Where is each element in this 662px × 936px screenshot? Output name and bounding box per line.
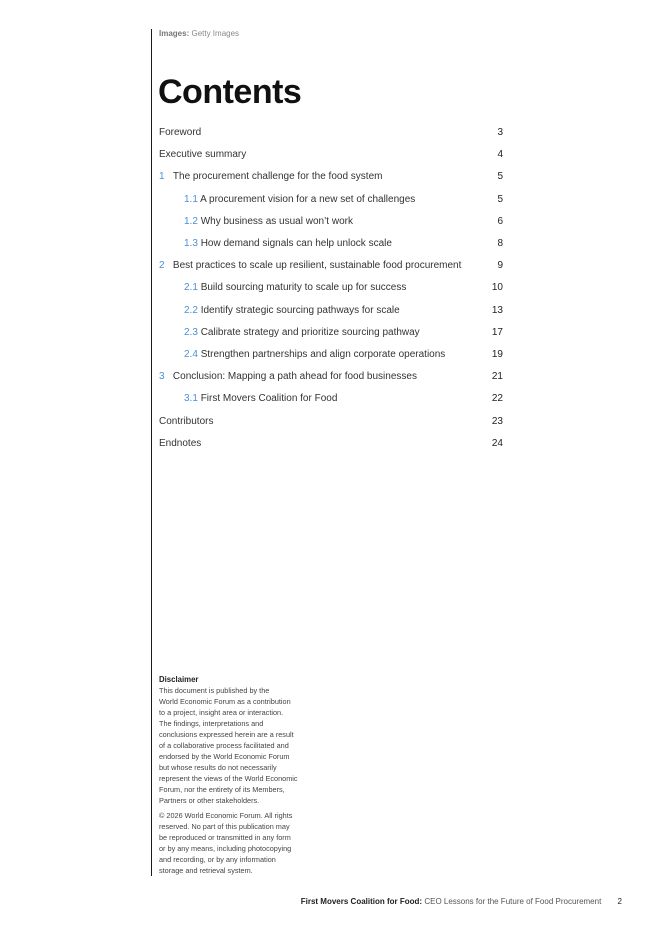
disclaimer-line: endorsed by the World Economic Forum — [159, 752, 290, 761]
toc-entry-page: 4 — [497, 149, 503, 161]
image-credit-value: Getty Images — [191, 29, 240, 38]
toc-entry[interactable] — [159, 393, 503, 404]
toc-entry-page: 13 — [491, 304, 503, 316]
disclaimer-line: to a project, insight area or interaction. — [159, 708, 284, 717]
toc-entry-page: 5 — [497, 171, 503, 183]
toc-entry-number: 2.1 — [184, 282, 198, 294]
toc-entry-number: 2 — [159, 260, 165, 272]
toc-entry-label: Contributors — [159, 415, 214, 427]
toc-entry-gap — [165, 260, 173, 271]
toc-entry-label: First Movers Coalition for Food — [200, 393, 338, 405]
toc-entry-label: Why business as usual won’t work — [200, 215, 353, 227]
toc-entry-page: 19 — [491, 349, 503, 360]
toc-entry[interactable] — [159, 438, 503, 449]
toc-entry[interactable] — [159, 216, 503, 227]
toc-entry[interactable] — [159, 149, 503, 160]
toc-entry[interactable] — [159, 327, 503, 338]
toc-entry-label: Foreword — [159, 127, 202, 138]
toc-entry-page: 23 — [491, 415, 503, 427]
toc-entry[interactable] — [159, 371, 503, 382]
toc-entry-number: 1.2 — [184, 215, 198, 227]
toc-entry-label: The procurement challenge for the food system — [172, 171, 383, 183]
toc-entry[interactable] — [159, 238, 503, 249]
toc-entry-label: Executive summary — [159, 149, 247, 161]
toc-entry-gap — [165, 371, 173, 382]
disclaimer-line: of a collaborative process facilitated and — [159, 741, 289, 750]
toc-entry[interactable] — [159, 127, 503, 138]
toc-entry-label: Endnotes — [159, 437, 202, 449]
page-footer — [301, 897, 622, 906]
toc-entry-number: 1 — [159, 171, 165, 183]
disclaimer-line: and recording, or by any information — [159, 855, 276, 864]
toc-entry-page: 6 — [497, 215, 503, 227]
toc-entry-number: 3 — [159, 371, 165, 383]
disclaimer-line: reserved. No part of this publication may — [159, 822, 290, 831]
toc-entry-number: 2.2 — [184, 304, 198, 316]
disclaimer-line: represent the views of the World Economic — [159, 774, 298, 783]
toc-entry-label: How demand signals can help unlock scale — [200, 238, 392, 249]
page-number: 2 — [617, 897, 622, 906]
disclaimer-line: Forum, nor the entirety of its Members, — [159, 785, 285, 794]
copyright-paragraph — [159, 810, 319, 876]
toc-entry-page: 3 — [497, 127, 503, 138]
disclaimer-line: but whose results do not necessarily — [159, 763, 277, 772]
disclaimer-line: storage and retrieval system. — [159, 866, 253, 875]
toc-entry[interactable] — [159, 194, 503, 205]
toc-entry-label: Build sourcing maturity to scale up for success — [200, 282, 407, 294]
toc-entry-gap — [165, 171, 173, 182]
toc-entry-label: A procurement vision for a new set of challenges — [200, 193, 416, 205]
disclaimer-line: World Economic Forum as a contribution — [159, 697, 291, 706]
toc-entry[interactable] — [159, 171, 503, 182]
toc-entry-page: 9 — [497, 260, 503, 272]
toc-entry-page: 24 — [491, 437, 503, 449]
toc-entry[interactable] — [159, 305, 503, 316]
margin-rule — [151, 29, 152, 876]
footer-publication-title: First Movers Coalition for Food: — [300, 897, 423, 906]
toc-entry[interactable] — [159, 260, 503, 271]
toc-entry-label: Strengthen partnerships and align corporate operations — [200, 349, 446, 360]
toc-entry-label: Calibrate strategy and prioritize sourcing pathway — [200, 326, 420, 338]
disclaimer-line: or by any means, including photocopying — [159, 844, 292, 853]
toc-entry-number: 2.4 — [184, 349, 198, 360]
toc-entry-label: Best practices to scale up resilient, sustainable food procurement — [172, 260, 462, 272]
disclaimer-line: Partners or other stakeholders. — [159, 796, 260, 805]
disclaimer-line: © 2026 World Economic Forum. All rights — [159, 811, 293, 820]
disclaimer — [159, 674, 319, 880]
toc-entry-page: 22 — [491, 393, 503, 405]
image-credit — [159, 29, 239, 38]
toc-entry[interactable] — [159, 416, 503, 427]
toc-entry-number: 2.3 — [184, 326, 198, 338]
toc-entry-number: 3.1 — [184, 393, 198, 405]
toc-entry-page: 8 — [497, 238, 503, 249]
disclaimer-paragraph — [159, 685, 319, 806]
toc-entry-page: 21 — [491, 371, 503, 383]
image-credit-label: Images: — [159, 29, 190, 38]
toc-entry-page: 5 — [497, 193, 503, 205]
toc-entry[interactable] — [159, 282, 503, 293]
toc-entry-page: 10 — [491, 282, 503, 294]
disclaimer-heading: Disclaimer — [159, 675, 199, 684]
page-title: Contents — [158, 73, 302, 111]
disclaimer-line: be reproduced or transmitted in any form — [159, 833, 291, 842]
toc-entry-label: Identify strategic sourcing pathways for scale — [200, 304, 400, 316]
toc-entry-number: 1.1 — [184, 193, 198, 205]
footer-publication-subtitle: CEO Lessons for the Future of Food Procurement — [424, 897, 602, 906]
toc-entry-number: 1.3 — [184, 238, 198, 249]
toc-entry-label: Conclusion: Mapping a path ahead for food businesses — [172, 371, 417, 383]
disclaimer-line: This document is published by the — [159, 686, 270, 695]
disclaimer-line: conclusions expressed herein are a result — [159, 730, 294, 739]
toc-entry[interactable] — [159, 349, 503, 360]
toc-entry-page: 17 — [491, 326, 503, 338]
disclaimer-line: The findings, interpretations and — [159, 719, 264, 728]
